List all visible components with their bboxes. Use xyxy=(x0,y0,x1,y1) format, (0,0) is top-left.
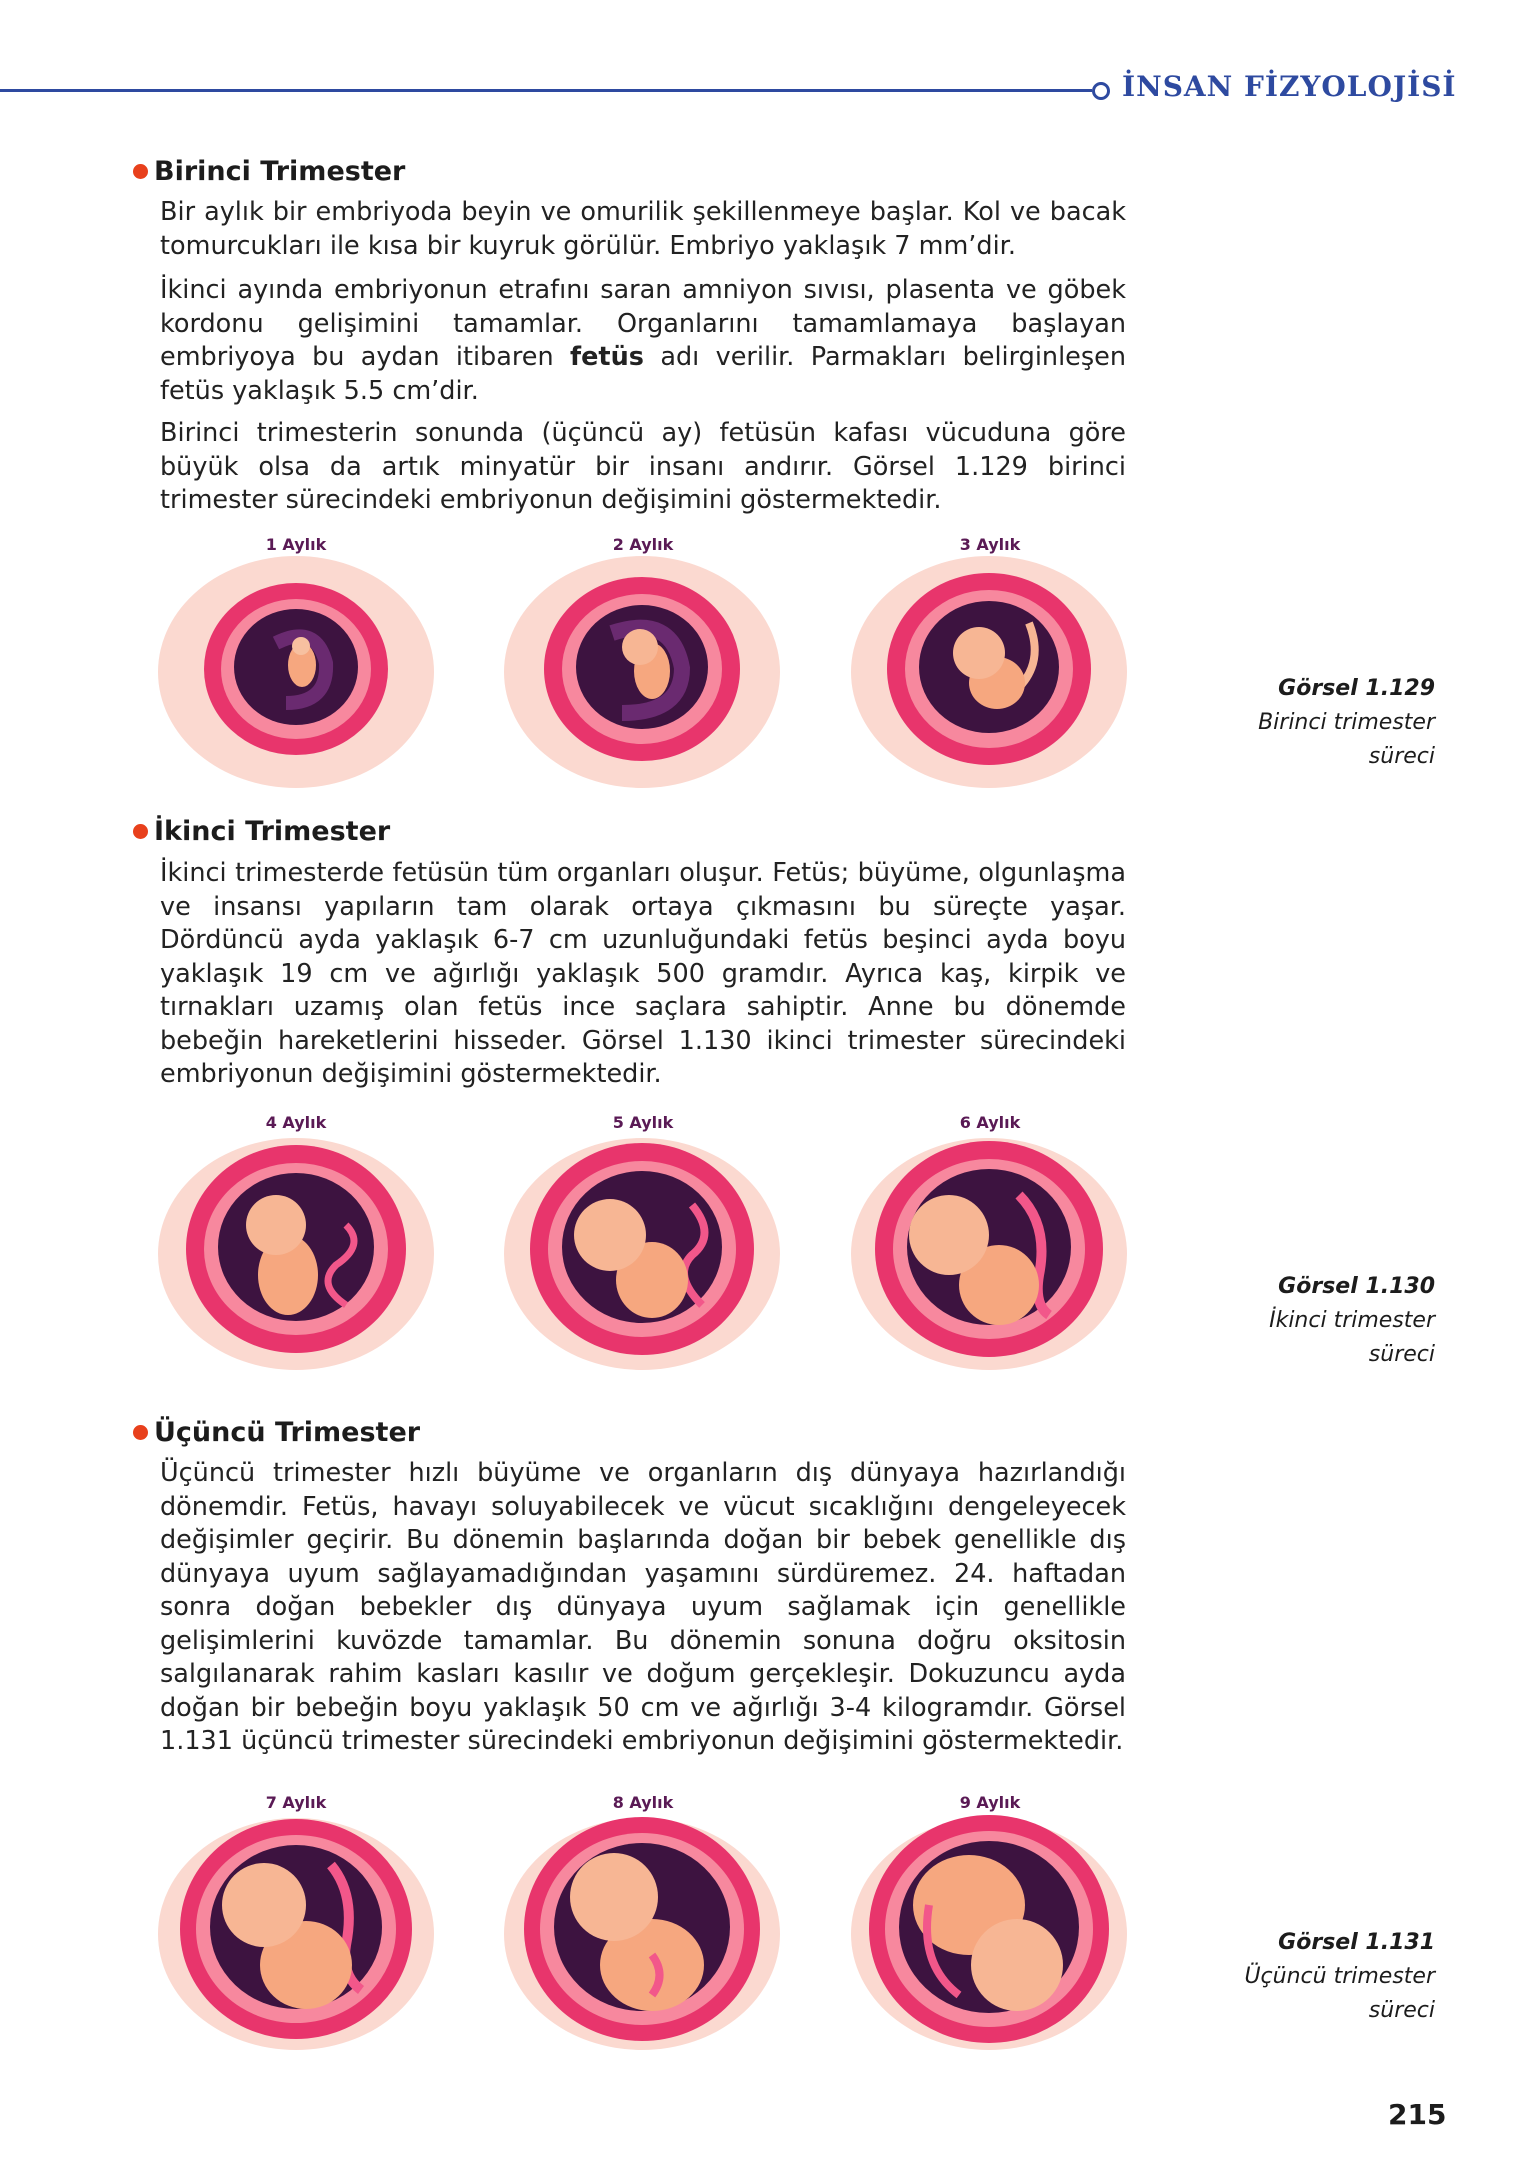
month-label: 6 Aylık xyxy=(959,1113,1021,1132)
embryo-month-3-illustration xyxy=(849,553,1129,791)
paragraph: Bir aylık bir embriyoda beyin ve omurilik şekillenmeye başlar. Kol ve bacak tomurcukları ile kısa bir kuyruk görülür. Embriyo yaklaşık 7 mm’dir. xyxy=(160,197,1126,261)
paragraph xyxy=(160,274,1126,408)
caption-title: Görsel 1.131 xyxy=(1278,1930,1435,1955)
term-fetus: fetüs xyxy=(570,342,644,372)
page-number: 215 xyxy=(1388,2098,1447,2131)
section-heading-text: Üçüncü Trimester xyxy=(154,1417,421,1448)
caption-line: İkinci trimester xyxy=(1269,1308,1435,1333)
bullet-icon xyxy=(133,1425,148,1440)
month-label: 8 Aylık xyxy=(612,1793,674,1812)
fetus-month-9-illustration xyxy=(849,1815,1129,2053)
embryo-month-2-illustration xyxy=(502,553,782,791)
bullet-icon xyxy=(133,164,148,179)
month-label: 1 Aylık xyxy=(265,535,327,554)
paragraph: Üçüncü trimester hızlı büyüme ve organların dış dünyaya hazırlandığı dönemdir. Fetüs, havayı soluyabilecek ve vücut sıcaklığını dengeleyecek değişimler geçirir. Bu dönemin başlarında doğan bir bebek genellikle dış dünyaya uyum sağlayamadığından yaşamını sürdüremez. 24. haftadan sonra doğan bebekler dış dünyaya uyum sağlamak için genellikle gelişimlerini kuvözde tamamlar. Bu dönemin sonuna doğru oksitosin salgılanarak rahim kasları kasılır ve doğum gerçekleşir. Dokuzuncu ayda doğan bir bebeğin boyu yaklaşık 50 cm ve ağırlığı 3-4 kilogramdır. Görsel 1.131 üçüncü trimester sürecindeki embriyonun değişimini göstermektedir. xyxy=(160,1458,1126,1756)
section-heading-text: Birinci Trimester xyxy=(154,156,406,187)
month-label: 4 Aylık xyxy=(265,1113,327,1132)
section-heading-third-trimester xyxy=(133,1417,420,1448)
month-label: 9 Aylık xyxy=(959,1793,1021,1812)
embryo-month-1-illustration xyxy=(156,553,436,791)
figure-caption-1130 xyxy=(1135,1270,1435,1372)
month-label: 3 Aylık xyxy=(959,535,1021,554)
paragraph: İkinci trimesterde fetüsün tüm organları oluşur. Fetüs; büyüme, olgunlaşma ve insansı yapıların tam olarak ortaya çıkmasını bu süreçte yaşar. Dördüncü ayda yaklaşık 6-7 cm uzunluğundaki fetüs beşinci ayda boyu yaklaşık 19 cm ve ağırlığı yaklaşık 500 gramdır. Ayrıca kaş, kirpik ve tırnakları uzamış olan fetüs ince saçlara sahiptir. Anne bu dönemde bebeğin hareketlerini hisseder. Görsel 1.130 ikinci trimester sürecindeki embriyonun değişimini göstermektedir. xyxy=(160,858,1126,1089)
bullet-icon xyxy=(133,824,148,839)
month-label: 5 Aylık xyxy=(612,1113,674,1132)
paragraph: Birinci trimesterin sonunda (üçüncü ay) fetüsün kafası vücuduna göre büyük olsa da artık minyatür bir insanı andırır. Görsel 1.129 birinci trimester sürecindeki embriyonun değişimini göstermektedir. xyxy=(160,418,1126,515)
section-heading-text: İkinci Trimester xyxy=(154,816,391,847)
figure-caption-1129 xyxy=(1135,672,1435,774)
paragraph-text: adı verilir. Parmakları belirginleşen fetüs yaklaşık 5.5 cm’dir. xyxy=(160,342,1127,406)
figure-caption-1131 xyxy=(1135,1926,1435,2028)
fetus-month-4-illustration xyxy=(156,1135,436,1373)
caption-title: Görsel 1.129 xyxy=(1278,676,1435,701)
fetus-month-5-illustration xyxy=(502,1135,782,1373)
caption-line: süreci xyxy=(1368,1998,1435,2023)
month-label: 2 Aylık xyxy=(612,535,674,554)
fetus-month-6-illustration xyxy=(849,1135,1129,1373)
paragraph-text: İkinci ayında embriyonun etrafını saran amniyon sıvısı, plasenta ve göbek kordonu gelişimini tamamlar. Organlarını tamamlamaya başlayan embriyoya bu aydan itibaren xyxy=(160,275,1126,372)
fetus-month-8-illustration xyxy=(502,1815,782,2053)
section-heading-first-trimester xyxy=(133,156,405,187)
caption-title: Görsel 1.130 xyxy=(1278,1274,1435,1299)
section-heading-second-trimester xyxy=(133,816,390,847)
month-label: 7 Aylık xyxy=(265,1793,327,1812)
header-circle-icon xyxy=(1092,82,1110,100)
header-rule xyxy=(0,89,1092,92)
caption-line: süreci xyxy=(1368,744,1435,769)
page-header-title: İNSAN FİZYOLOJİSİ xyxy=(1122,70,1457,103)
caption-line: süreci xyxy=(1368,1342,1435,1367)
caption-line: Birinci trimester xyxy=(1258,710,1435,735)
fetus-month-7-illustration xyxy=(156,1815,436,2053)
caption-line: Üçüncü trimester xyxy=(1244,1964,1435,1989)
